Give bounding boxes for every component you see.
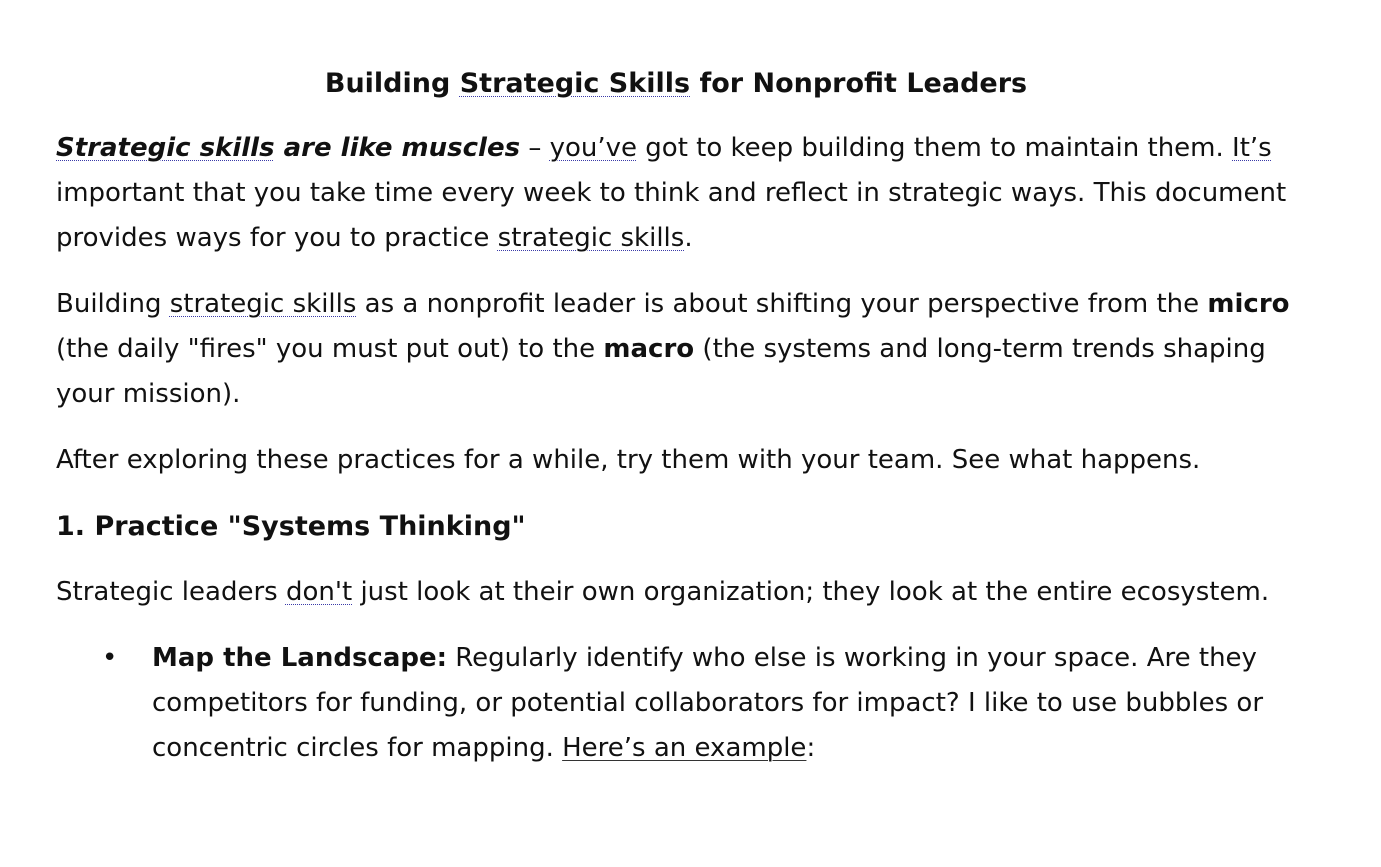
bullet-end: : <box>806 733 816 763</box>
dash-text: – <box>520 133 550 163</box>
bullet-icon: • <box>102 643 118 673</box>
list-item <box>102 636 1296 771</box>
macro-bold: macro <box>603 334 695 364</box>
p1-text-b: important that you take time every week to think and reflect in strategic ways. This document provides ways for you to practice <box>56 178 1287 253</box>
p2-end: (the systems and long-term trends shaping your mission). <box>56 334 1266 409</box>
p2-pre: Building <box>56 289 170 319</box>
intro-paragraph-2 <box>56 282 1296 417</box>
p2-mid2: (the daily "fires" you must put out) to the <box>56 334 604 364</box>
youve-word[interactable]: you’ve <box>549 133 638 163</box>
intro-paragraph-1 <box>56 126 1296 261</box>
s1-intro-pre: Strategic leaders <box>56 577 286 607</box>
strategic-skills-end-link[interactable]: strategic skills <box>497 223 685 253</box>
bullet-text: Regularly identify who else is working in your space. Are they competitors for funding, or potential collaborators for impact? I like to use bubbles or concentric circles for mapping. <box>152 643 1264 763</box>
strategic-skills-lead-link[interactable]: Strategic skills <box>56 133 275 163</box>
strategic-skills-p2-link[interactable]: strategic skills <box>169 289 357 319</box>
intro-paragraph-3: After exploring these practices for a while, try them with your team. See what happens. <box>56 445 1201 475</box>
section-1-bullet-list <box>56 636 1296 771</box>
title-text-post: for Nonprofit Leaders <box>690 68 1028 99</box>
section-1-intro <box>56 570 1296 615</box>
title-text-pre: Building <box>324 68 460 99</box>
document-page <box>56 62 1296 771</box>
lead-phrase-rest: are like muscles <box>274 133 521 163</box>
its-word[interactable]: It’s <box>1232 133 1272 163</box>
bullet-bold-label: Map the Landscape: <box>152 643 448 673</box>
s1-intro-post: just look at their own organization; they look at the entire ecosystem. <box>352 577 1270 607</box>
section-1-heading: 1. Practice "Systems Thinking" <box>56 511 526 542</box>
document-title <box>56 62 1296 106</box>
dont-word[interactable]: don't <box>285 577 353 607</box>
micro-bold: micro <box>1207 289 1290 319</box>
title-strategic-skills-link[interactable]: Strategic Skills <box>459 68 691 99</box>
p1-end: . <box>684 223 693 253</box>
p1-text-a: got to keep building them to maintain them. <box>637 133 1233 163</box>
example-link[interactable]: Here’s an example <box>562 733 807 763</box>
p2-mid: as a nonprofit leader is about shifting your perspective from the <box>356 289 1208 319</box>
